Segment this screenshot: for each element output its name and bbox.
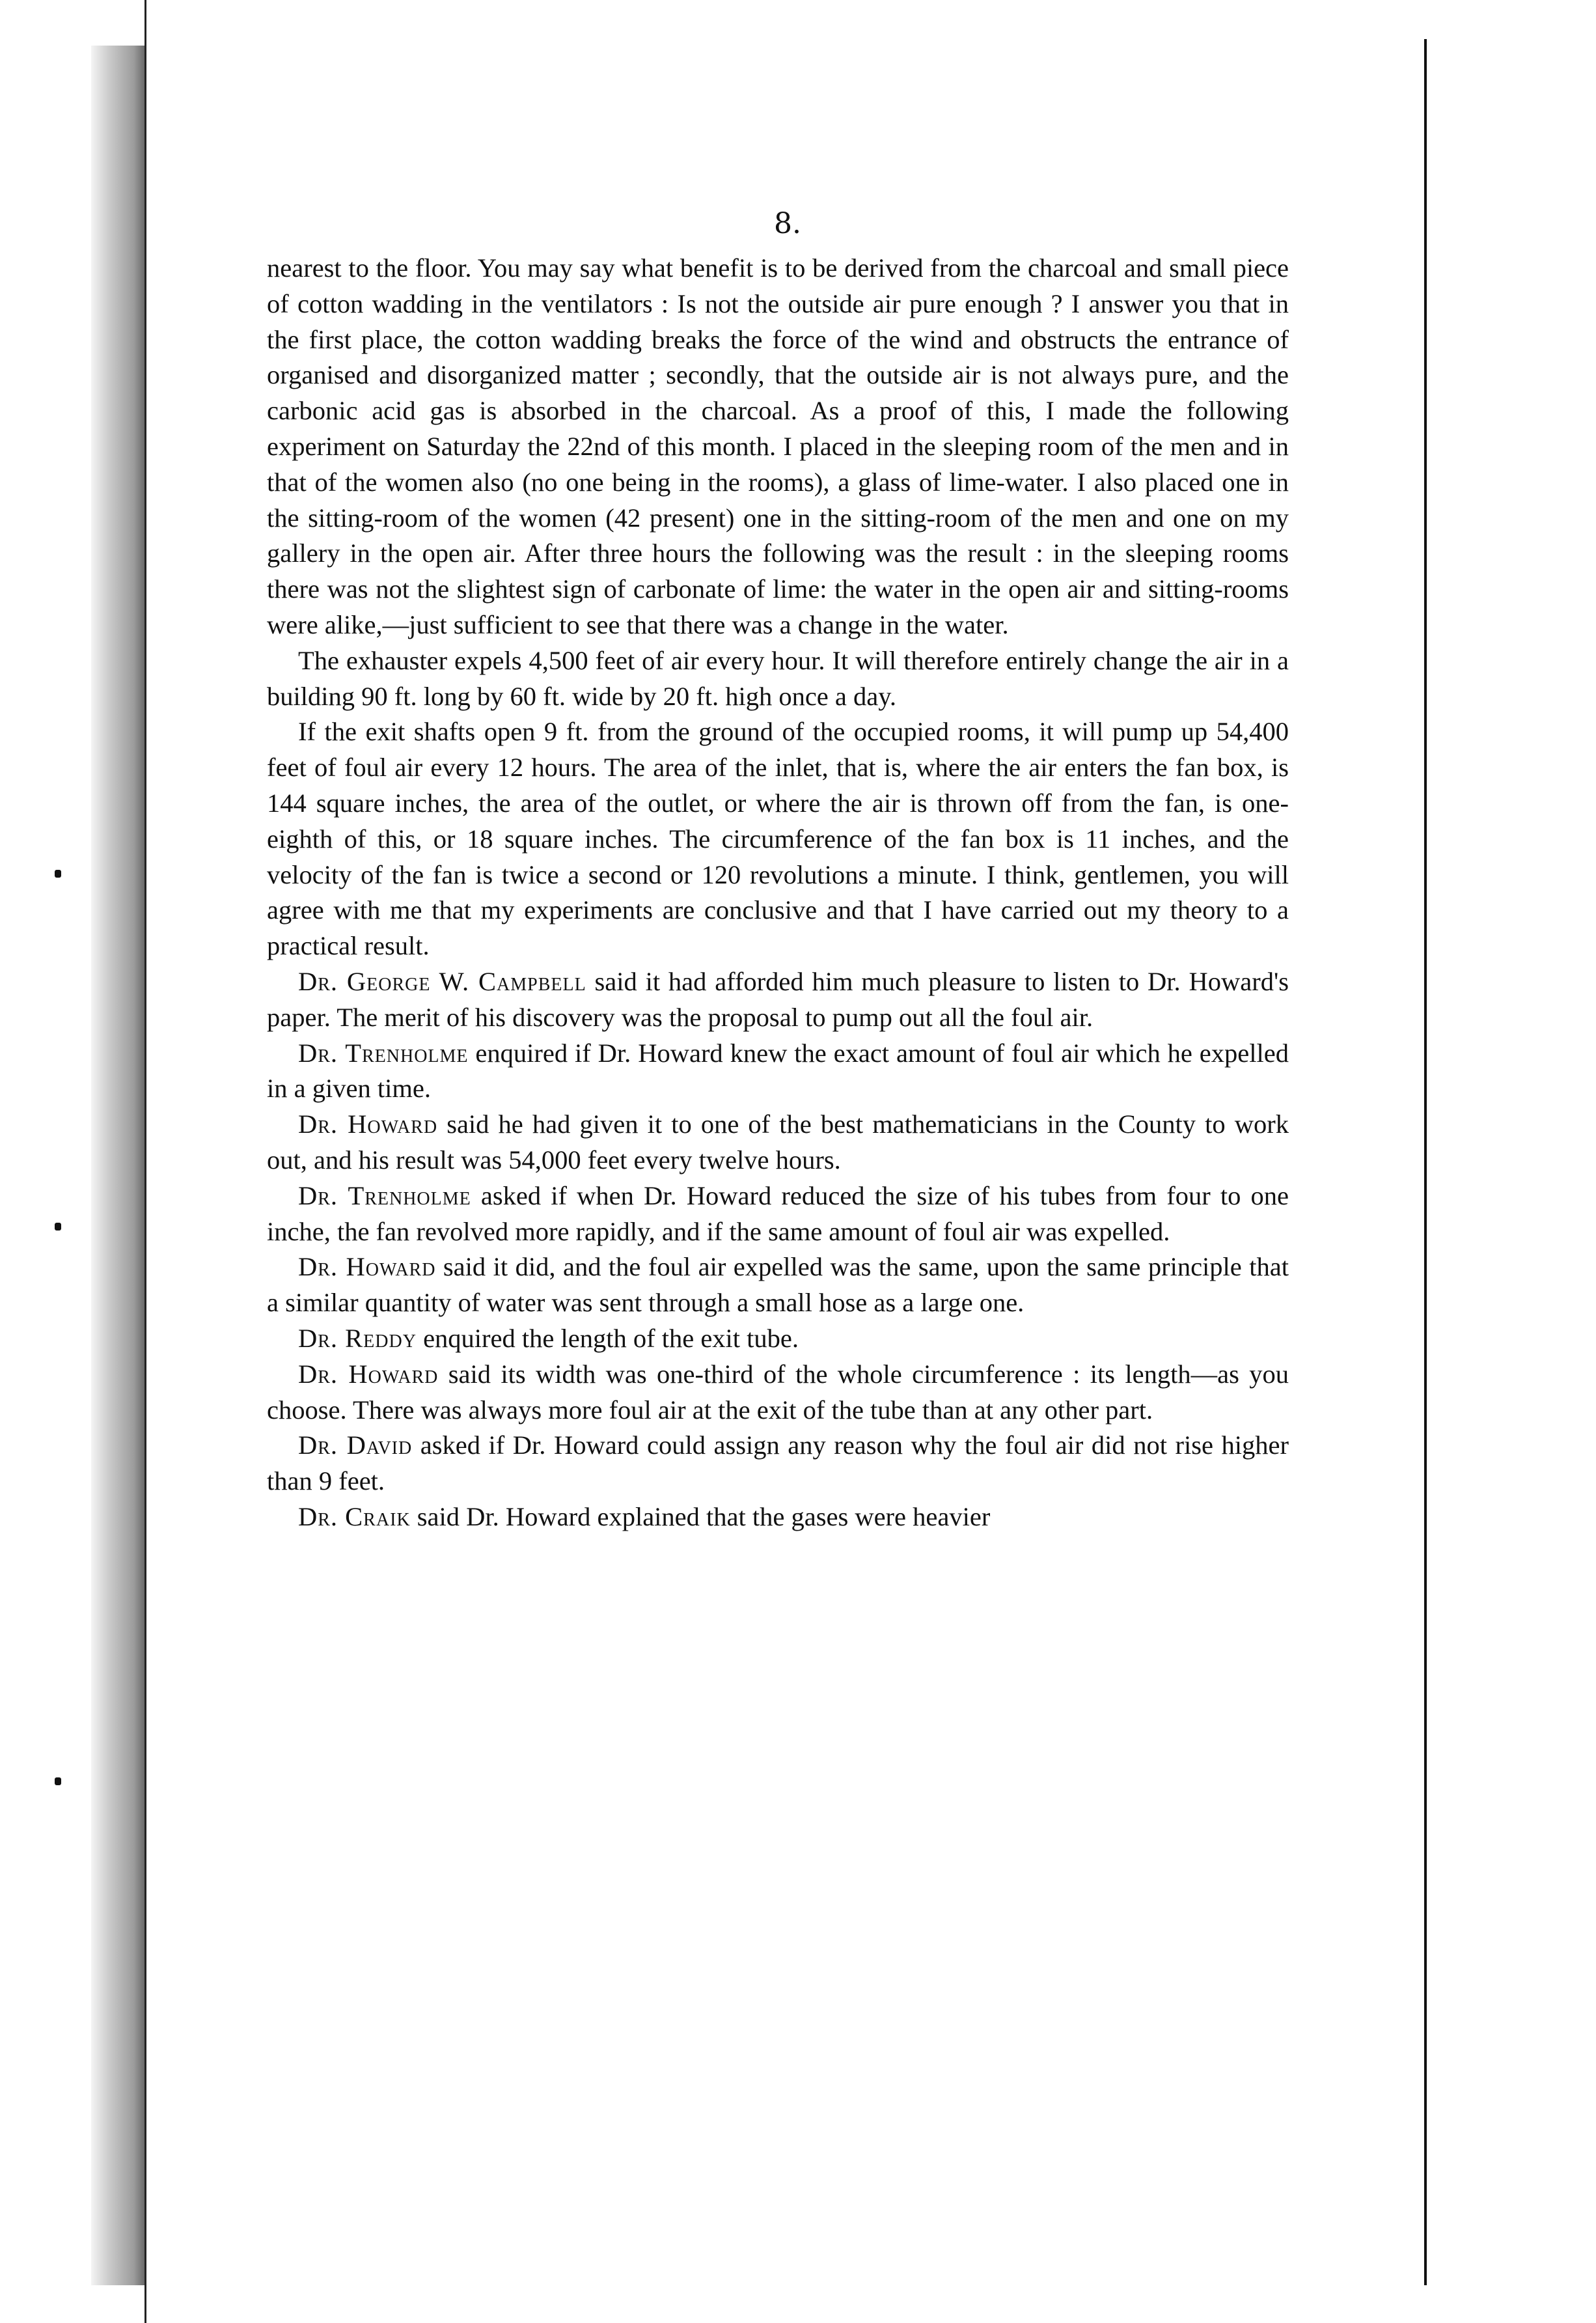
adjacent-page-strip (1427, 0, 1596, 2323)
paragraph-text: said it did, and the foul air expelled was the same, upon the same principle that a similar quantity of water was sent through a small hose as a large one. (267, 1252, 1289, 1318)
scan-speck (55, 1223, 61, 1231)
speaker-name: Dr. Howard (298, 1359, 439, 1389)
body-text (267, 251, 1289, 1535)
paragraph-text: enquired the length of the exit tube. (416, 1323, 799, 1353)
paragraph (267, 1178, 1289, 1250)
speaker-name: Dr. Trenholme (298, 1180, 471, 1210)
paragraph (267, 1107, 1289, 1178)
paragraph-text: said it had afforded him much pleasure to listen to Dr. Howard's paper. The merit of his discovery was the proposal to pump out all the foul air. (267, 966, 1289, 1032)
paragraph (267, 1036, 1289, 1107)
speaker-name: Dr. David (298, 1430, 413, 1460)
paragraph (267, 1428, 1289, 1499)
speaker-name: Dr. George W. Campbell (298, 966, 586, 996)
paragraph (267, 964, 1289, 1036)
paragraph (267, 643, 1289, 715)
page-number: 8. (774, 207, 801, 240)
speaker-name: Dr. Howard (298, 1109, 438, 1139)
speaker-name: Dr. Reddy (298, 1323, 417, 1353)
paragraph (267, 251, 1289, 643)
paragraph (267, 1499, 1289, 1535)
paragraph (267, 1321, 1289, 1357)
paragraph-text: said its width was one-third of the whole circumference : its length—as you choose. There was always more foul air at the exit of the tube than at any other part. (267, 1359, 1289, 1425)
paragraph (267, 1249, 1289, 1321)
paragraph-text: nearest to the floor. You may say what benefit is to be derived from the charcoal and small piece of cotton wadding in the ventilators : Is not the outside air pure enough ? I answer you that in the first place, the cotton wadding breaks the force of the wind and obstructs the entrance of organised and disorganized matter ; secondly, that the outside air is not always pure, and the carbonic acid gas is absorbed in the charcoal. As a proof of this, I made the following experiment on Saturday the 22nd of this month. I placed in the sleeping room of the men and in that of the women also (no one being in the rooms), a glass of lime-water. I also placed one in the sitting-room of the women (42 present) one in the sitting-room of the men and one on my gallery in the open air. After three hours the following was the result : in the sleeping rooms there was not the slightest sign of carbonate of lime: the water in the open air and sitting-rooms were alike,—just sufficient to see that there was a change in the water. (267, 253, 1289, 639)
paragraph-text: said Dr. Howard explained that the gases were heavier (410, 1501, 991, 1531)
paragraph-text: asked if Dr. Howard could assign any reason why the foul air did not rise higher than 9 feet. (267, 1430, 1289, 1496)
scan-speck (55, 1777, 61, 1785)
scan-speck (55, 870, 61, 878)
speaker-name: Dr. Trenholme (298, 1038, 469, 1068)
paragraph (267, 1357, 1289, 1428)
paragraph-text: The exhauster expels 4,500 feet of air every hour. It will therefore entirely change the air in a building 90 ft. long by 60 ft. wide by 20 ft. high once a day. (267, 645, 1289, 711)
paragraph-text: enquired if Dr. Howard knew the exact amount of foul air which he expelled in a given time. (267, 1038, 1289, 1104)
binding-shadow (91, 46, 144, 2285)
speaker-name: Dr. Howard (298, 1252, 436, 1282)
speaker-name: Dr. Craik (298, 1501, 411, 1531)
paragraph-text: asked if when Dr. Howard reduced the size of his tubes from four to one inche, the fan revolved more rapidly, and if the same amount of foul air was expelled. (267, 1180, 1289, 1246)
paragraph-text: said he had given it to one of the best mathematicians in the County to work out, and his result was 54,000 feet every twelve hours. (267, 1109, 1289, 1175)
paragraph-text: If the exit shafts open 9 ft. from the ground of the occupied rooms, it will pump up 54,400 feet of foul air every 12 hours. The area of the inlet, that is, where the air enters the fan box, is 144 square inches, the area of the outlet, or where the air is thrown off from the fan, is one-eighth of this, or 18 square inches. The circumference of the fan box is 11 inches, and the velocity of the fan is twice a second or 120 revolutions a minute. I think, gentlemen, you will agree with me that my experiments are conclusive and that I have carried out my theory to a practical result. (267, 717, 1289, 961)
paragraph (267, 714, 1289, 964)
